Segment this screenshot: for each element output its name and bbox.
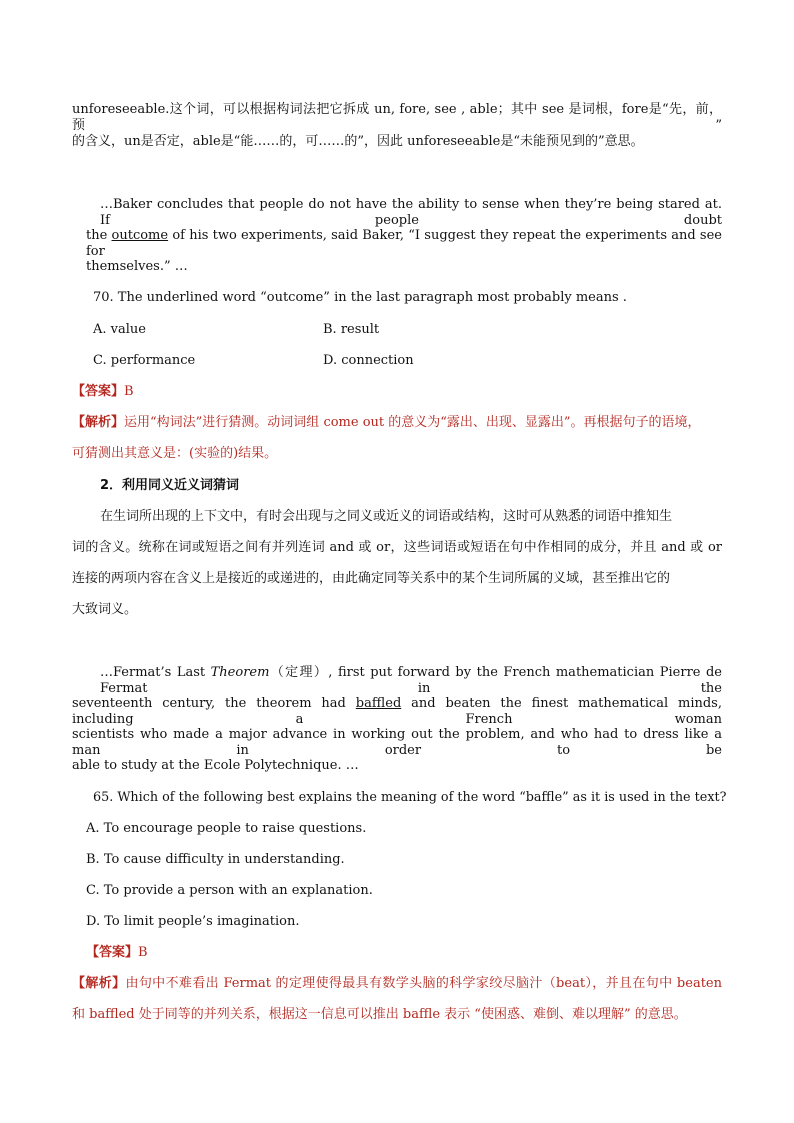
q65-analysis-tag: 【解析】 <box>72 976 126 991</box>
section-2-heading: 2．利用同义近义词猜词 <box>100 478 240 493</box>
q65-answer-value: B <box>138 945 148 960</box>
passage1-line-1: …Baker concludes that people do not have the ability to sense when they’re being stared at. If people doubt <box>100 197 722 228</box>
passage1-line-2 <box>86 228 722 260</box>
q65-analysis-line-2: 和 baffled 处于同等的并列关系，根据这一信息可以推出 baffle 表示 “使困惑、难倒、难以理解” 的意思。 <box>72 1007 687 1022</box>
intro-line-1: unforeseeable.这个词，可以根据构词法把它拆成 un, fore, see , able；其中 see 是词根，fore是“先，前，预” <box>72 102 722 133</box>
q70-option-d: D. connection <box>323 353 414 368</box>
q65-stem: 65. Which of the following best explains the meaning of the word “baffle” as it is used in the text? <box>93 790 727 805</box>
q65-answer <box>86 945 148 961</box>
section-2-para-line-3: 连接的两项内容在含义上是接近的或递进的，由此确定同等关系中的某个生词所属的义域，甚至推出它的 <box>72 571 671 586</box>
q70-option-a: A. value <box>93 322 146 337</box>
q70-answer <box>72 384 134 400</box>
q70-analysis-line-1 <box>72 415 701 431</box>
q70-analysis-tag: 【解析】 <box>72 415 125 430</box>
passage2-line-1-post: （定理）, first put forward by the French mathematician Pierre de Fermat in the <box>100 665 722 696</box>
q65-option-a: A. To encourage people to raise questions. <box>86 821 367 836</box>
passage1-line-3: themselves.” … <box>86 259 188 274</box>
section-2-para-line-4: 大致词义。 <box>72 602 138 617</box>
q70-analysis-text-1: 运用“构词法”进行猜测。动词词组 come out 的意义为“露出、出现、显露出”。再根据句子的语境， <box>124 415 701 430</box>
passage2-line-3: scientists who made a major advance in working out the problem, and who had to dress like a man in order to be <box>72 727 722 758</box>
section-2-para-line-2: 词的含义。统称在词或短语之间有并列连词 and 或 or，这些词语或短语在句中作相同的成分，并且 and 或 or <box>72 540 722 555</box>
q70-analysis-line-2: 可猜测出其意义是：(实验的)结果。 <box>72 446 278 461</box>
q65-option-b: B. To cause difficulty in understanding. <box>86 852 345 867</box>
intro-line-2: 的含义，un是否定，able是“能……的，可……的”，因此 unforeseeable是“未能预见到的”意思。 <box>72 134 644 149</box>
passage2-line-1 <box>100 665 722 697</box>
q65-option-d: D. To limit people’s imagination. <box>86 914 300 929</box>
passage2-italic-theorem: Theorem <box>210 665 270 680</box>
q65-analysis-line-1 <box>72 976 722 992</box>
passage1-line-2-post: of his two experiments, said Baker, “I suggest they repeat the experiments and see for <box>86 228 722 259</box>
section-2-para-line-1: 在生词所出现的上下文中，有时会出现与之同义或近义的词语或结构，这时可从熟悉的词语中推知生 <box>100 509 673 524</box>
q70-option-b: B. result <box>323 322 380 337</box>
q65-analysis-text-1: 由句中不难看出 Fermat 的定理使得最具有数学头脑的科学家绞尽脑汁（beat），并且在句中 beaten <box>125 976 722 991</box>
passage2-line-2-post: and beaten the finest mathematical minds, including a French woman <box>72 696 722 727</box>
passage2-line-2 <box>72 696 722 728</box>
q65-answer-tag: 【答案】 <box>86 945 139 960</box>
passage2-line-4: able to study at the Ecole Polytechnique. … <box>72 758 359 773</box>
q70-option-c: C. performance <box>93 353 196 368</box>
passage1-line-2-pre: the <box>86 228 108 243</box>
q70-answer-value: B <box>124 384 134 399</box>
passage2-line-1-pre: …Fermat’s Last <box>100 665 206 680</box>
q70-answer-tag: 【答案】 <box>72 384 125 399</box>
passage2-line-2-pre: seventeenth century, the theorem had <box>72 696 346 711</box>
underlined-word-outcome: outcome <box>111 228 169 243</box>
q65-option-c: C. To provide a person with an explanation. <box>86 883 373 898</box>
underlined-word-baffled: baffled <box>355 696 402 711</box>
q70-stem: 70. The underlined word “outcome” in the last paragraph most probably means . <box>93 290 627 305</box>
